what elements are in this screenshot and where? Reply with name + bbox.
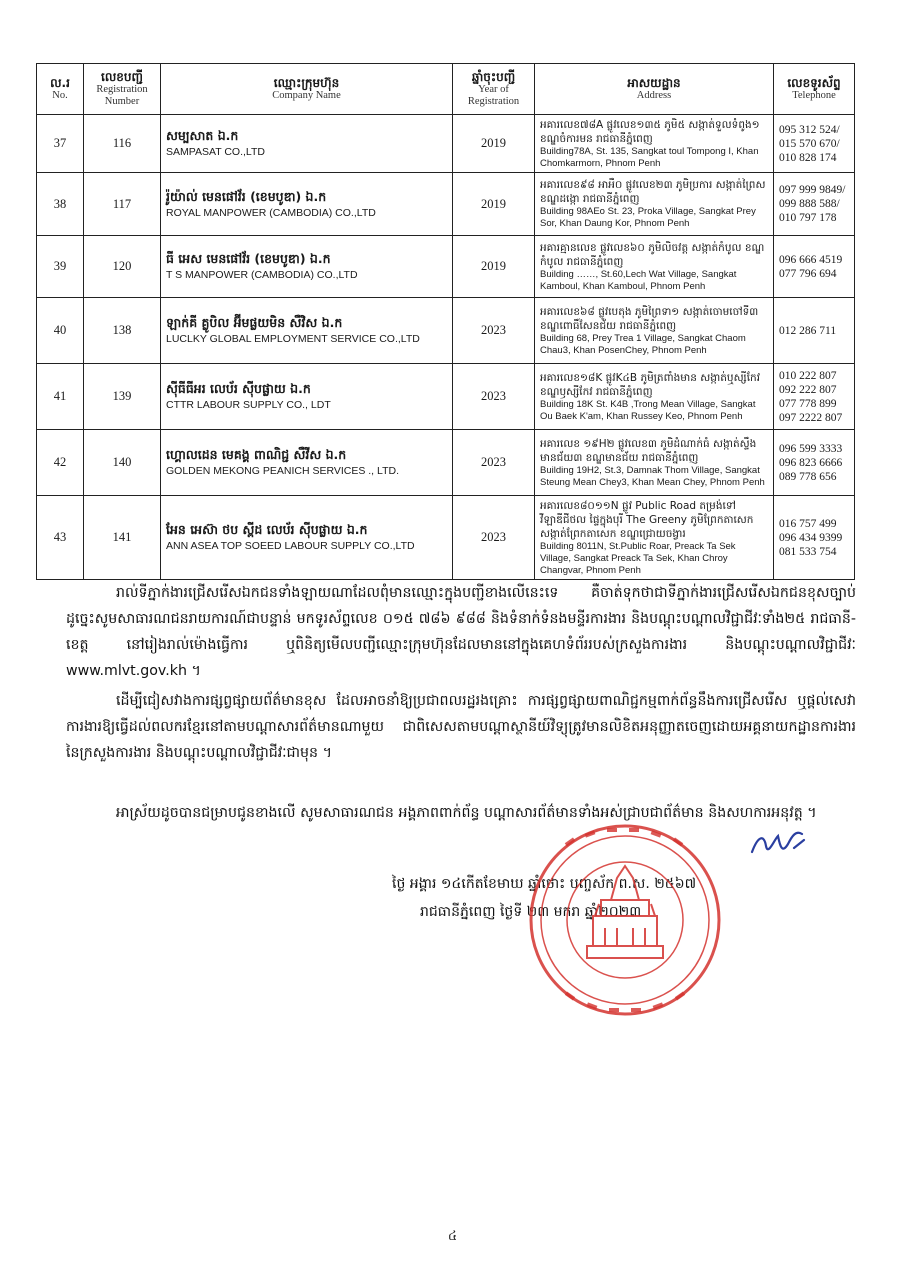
company-address: អគារលេខ១៨K ផ្លូវK៤B ភូមិត្រពាំងមាន សង្កាត់ឬស្សីកែវ ខណ្ឌឫស្សីកែវ រាជធានីភ្នំពេញ Building 18K St. K4B ,Trong Mean Village, Sangkat Ou Baek K'am, Khan Russey Keo, Phnom Penh <box>535 364 774 430</box>
header-telephone: លេខទូរស័ព្ទ Telephone <box>774 64 855 115</box>
telephone: 095 312 524/ 015 570 670/ 010 828 174 <box>774 115 855 173</box>
row-number: 41 <box>37 364 84 430</box>
company-address: អគារលេខ៧៨A ផ្លូវលេខ១៣៥ ភូមិ៥ សង្កាត់ទួលទំពូង១ ខណ្ឌចំការមន រាជធានីភ្នំពេញ Building78A, St. 135, Sangkat toul Tompong I, Khan Chomkarmorn, Phnom Penh <box>535 115 774 173</box>
registration-year: 2023 <box>453 298 535 364</box>
company-address: អគារលេខ៩៨ អាអឺ០ ផ្លូវលេខ២៣ ភូមិប្រការ សង្កាត់ព្រៃស ខណ្ឌដង្កោ រាជធានីភ្នំពេញ Building 98AEo St. 23, Proka Village, Sangkat Prey Sor, Khan Daung Kor, Phnom Penh <box>535 173 774 236</box>
table-row <box>37 496 855 580</box>
registration-year: 2023 <box>453 496 535 580</box>
table-row <box>37 430 855 496</box>
header-no: ល.រ No. <box>37 64 84 115</box>
company-address: អគារលេខ ១៩H២ ផ្លូវលេខ៣ ភូមិដំណាក់ធំ សង្កាត់ស្ទឹងមានជ័យ៣ ខណ្ឌមានជ័យ រាជធានីភ្នំពេញ Building 19H2, St.3, Damnak Thom Village, Sangkat Steung Mean Chey3, Khan Mean Chey, Phnom Penh <box>535 430 774 496</box>
telephone: 012 286 711 <box>774 298 855 364</box>
registration-number: 140 <box>84 430 161 496</box>
solar-date-line: រាជធានីភ្នំពេញ ថ្ងៃទី ២៣ មករា ឆ្នាំ២០២៣ <box>420 904 642 920</box>
registration-number: 138 <box>84 298 161 364</box>
company-address: អគារគ្មានលេខ ផ្លូវលេខ៦០ ភូមិលិចវត្ត សង្កាត់កំបូល ខណ្ឌកំបូល រាជធានីភ្នំពេញ Building ……, St.60,Lech Wat Village, Sangkat Kamboul, Khan Kamboul, Phnom Penh <box>535 236 774 298</box>
row-number: 38 <box>37 173 84 236</box>
registration-table <box>36 63 855 580</box>
registration-number: 116 <box>84 115 161 173</box>
notice-paragraph-2: ដើម្បីជៀសវាងការផ្សព្វផ្សាយព័ត៌មានខុស ដែលអាចនាំឱ្យប្រជាពលរដ្ឋរងគ្រោះ ការផ្សព្វផ្សាយពាណិជ្ជកម្មពាក់ព័ន្ធនឹងការជ្រើសរើស ឬផ្តល់សេវាការងារឱ្យធ្វើដល់ពលករខ្មែរនៅតាមបណ្តាសារព័ត៌មានណាមួយ ជាពិសេសតាមបណ្តាស្ថានីយ៍វិទ្យុត្រូវមានលិខិតអនុញ្ញាតចេញដោយអគ្គនាយកដ្ឋានការងារ នៃក្រសួងការងារ និងបណ្តុះបណ្តាលវិជ្ជាជីវៈជាមុន ។ <box>66 693 856 761</box>
table-header-row <box>37 64 855 115</box>
lunar-date-line: ថ្ងៃ អង្គារ ១៤កើតខែមាឃ ឆ្នាំថោះ បញ្ចស័ក ព.ស. ២៥៦៧ <box>392 876 697 892</box>
header-registration-number: លេខបញ្ជី Registration Number <box>84 64 161 115</box>
registration-year: 2019 <box>453 236 535 298</box>
header-year: ឆ្នាំចុះបញ្ជី Year of Registration <box>453 64 535 115</box>
telephone: 010 222 807 092 222 807 077 778 899 097 2222 807 <box>774 364 855 430</box>
ministry-seal-stamp <box>525 820 725 1020</box>
table-row <box>37 173 855 236</box>
header-company-name: ឈ្មោះក្រុមហ៊ុន Company Name <box>161 64 453 115</box>
row-number: 37 <box>37 115 84 173</box>
handwritten-initials <box>748 826 808 862</box>
row-number: 40 <box>37 298 84 364</box>
row-number: 42 <box>37 430 84 496</box>
company-address: អគារលេខ៦៨ ផ្លូវបេតុង ភូមិព្រៃទា១ សង្កាត់ចោមចៅទី៣ ខណ្ឌពោធិ៍សែនជ័យ រាជធានីភ្នំពេញ Building 68, Prey Trea 1 Village, Sangkat Chaom Chau3, Khan PosenChey, Phnom Penh <box>535 298 774 364</box>
company-name: សម្បសាត ឯ.ក SAMPASAT CO.,LTD <box>161 115 453 173</box>
registration-number: 117 <box>84 173 161 236</box>
registration-year: 2019 <box>453 115 535 173</box>
telephone: 097 999 9849/ 099 888 588/ 010 797 178 <box>774 173 855 236</box>
registration-number: 141 <box>84 496 161 580</box>
company-name: ធី អេស មេនផៅវ័រ (ខេមបូឌា) ឯ.ក T S MANPOWER (CAMBODIA) CO.,LTD <box>161 236 453 298</box>
company-name: អែន អេស៊ា ថប ស្ពីដ លេប័រ ស៊ីបផ្លាយ ឯ.ក ANN ASEA TOP SOEED LABOUR SUPPLY CO.,LTD <box>161 496 453 580</box>
telephone: 096 666 4519 077 796 694 <box>774 236 855 298</box>
telephone: 016 757 499 096 434 9399 081 533 754 <box>774 496 855 580</box>
table-row <box>37 364 855 430</box>
registration-year: 2023 <box>453 430 535 496</box>
notice-paragraph-1: រាល់ទីភ្នាក់ងារជ្រើសរើសឯកជនទាំងឡាយណាដែលពុំមានឈ្មោះក្នុងបញ្ជីខាងលើនេះទេ គឺចាត់ទុកថាជាទីភ្នាក់ងារជ្រើសរើសឯកជនខុសច្បាប់ ដូច្នេះសូមសាធារណជនរាយការណ៍ជាបន្ទាន់ មកទូរស័ព្ទលេខ ០១៥ ៧៨៦ ៩៨៨ និងទំនាក់ទំនងមន្ទីរការងារ និងបណ្តុះបណ្តាលវិជ្ជាជីវៈទាំង២៥ រាជធានី-ខេត្ត នៅរៀងរាល់ម៉ោងធ្វើការ ឬពិនិត្យមើលបញ្ជីឈ្មោះក្រុមហ៊ុនដែលមាននៅក្នុងគេហទំព័ររបស់ក្រសួងការងារ និងបណ្តុះបណ្តាលវិជ្ជាជីវៈ www.mlvt.gov.kh ។ <box>66 585 856 679</box>
telephone: 096 599 3333 096 823 6666 089 778 656 <box>774 430 855 496</box>
registration-number: 139 <box>84 364 161 430</box>
header-address: អាសយដ្ឋាន Address <box>535 64 774 115</box>
company-name: រ៉ូយ៉ាល់ មេនផៅវ័រ (ខេមបូឌា) ឯ.ក ROYAL MANPOWER (CAMBODIA) CO.,LTD <box>161 173 453 236</box>
row-number: 43 <box>37 496 84 580</box>
notice-paragraph-3: អាស្រ័យដូចបានជម្រាបជូនខាងលើ សូមសាធារណជន អង្គភាពពាក់ព័ន្ធ បណ្តាសារព័ត៌មានទាំងអស់ជ្រាបជាព័ត៌មាន និងសហការអនុវត្ត ។ <box>116 805 817 821</box>
row-number: 39 <box>37 236 84 298</box>
company-name: ស៊ីធីធីអរ លេប័រ ស៊ីបផ្លាយ ឯ.ក CTTR LABOUR SUPPLY CO., LDT <box>161 364 453 430</box>
registration-year: 2023 <box>453 364 535 430</box>
company-name: ហ្គោលដេន មេគង្គ ពាណិជ្ជ សឺវីស ឯ.ក GOLDEN MEKONG PEANICH SERVICES ., LTD. <box>161 430 453 496</box>
company-address: អគារលេខ៨០១១N ផ្លូវ Public Road តម្រង់ទៅវីឡាឌីជីថល ផ្ទៃក្នុងបុរី The Greeny ភូមិព្រែកតាសេក សង្កាត់ព្រែកតាសេក ខណ្ឌជ្រោយចង្វារ Building 8011N, St.Public Roar, Preack Ta Sek Village, Sangkat Preack Ta Sek, Khan Chroy Changvar, Phnom Penh <box>535 496 774 580</box>
table-row <box>37 115 855 173</box>
registration-year: 2019 <box>453 173 535 236</box>
page-number: ៤ <box>447 1229 458 1244</box>
registration-number: 120 <box>84 236 161 298</box>
table-row <box>37 298 855 364</box>
company-name: ឡាក់គី គ្លូបិល អ៊ីមផ្លយមិន សឺវិស ឯ.ក LUCLKY GLOBAL EMPLOYMENT SERVICE CO.,LTD <box>161 298 453 364</box>
table-row <box>37 236 855 298</box>
